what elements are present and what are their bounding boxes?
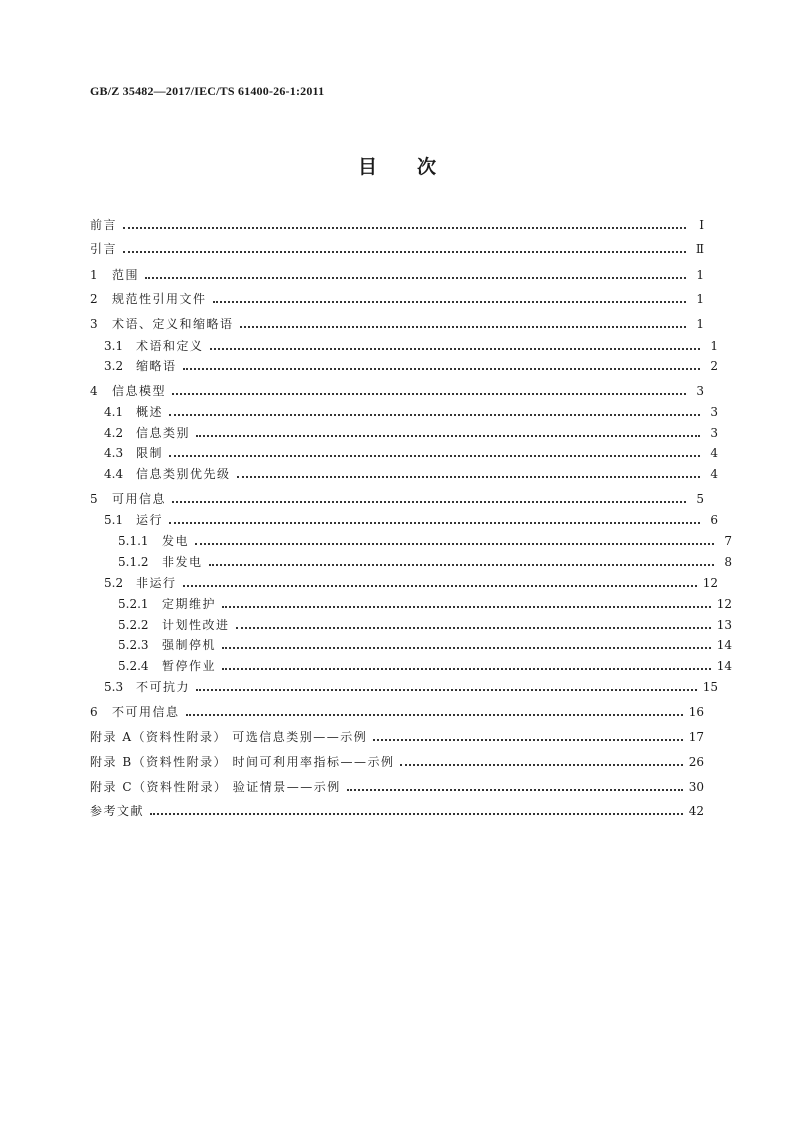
toc-entry-label: 信息模型 — [112, 384, 167, 398]
toc-entry-label: 信息类别 — [136, 426, 191, 440]
document-code: GB/Z 35482—2017/IEC/TS 61400-26-1:2011 — [90, 84, 325, 98]
toc-entry-label: 运行 — [136, 513, 164, 527]
toc-entry-label: 附录 C（资料性附录） 验证情景——示例 — [90, 780, 341, 794]
toc-entry[interactable] — [90, 357, 718, 375]
toc-entry-page: 1 — [710, 339, 718, 353]
toc-entry-label: 术语和定义 — [136, 339, 204, 353]
toc-dot-leader — [123, 250, 686, 253]
toc-entry-number: 5.2.1 — [118, 597, 149, 611]
toc-entry[interactable] — [90, 315, 704, 333]
toc-entry[interactable] — [90, 595, 732, 613]
toc-entry[interactable] — [90, 574, 718, 592]
toc-entry-label: 附录 B（资料性附录） 时间可利用率指标——示例 — [90, 755, 395, 769]
toc-dot-leader — [172, 392, 686, 395]
toc-entry[interactable] — [90, 240, 704, 258]
toc-entry[interactable] — [90, 802, 704, 820]
toc-entry[interactable] — [90, 337, 718, 355]
toc-entry-page: 14 — [716, 659, 732, 673]
toc-entry-label: 参考文献 — [90, 804, 145, 818]
toc-entry-number: 3.2 — [104, 359, 124, 373]
toc-entry-page: 2 — [710, 359, 718, 373]
toc-dot-leader — [123, 226, 686, 229]
toc-dot-leader — [222, 646, 711, 649]
toc-entry[interactable] — [90, 290, 704, 308]
toc-entry-label: 发电 — [162, 534, 190, 548]
toc-entry-number: 4.2 — [104, 426, 124, 440]
toc-entry-label: 引言 — [90, 242, 118, 256]
toc-dot-leader — [236, 626, 711, 629]
toc-entry[interactable] — [90, 636, 732, 654]
toc-entry-page: 12 — [716, 597, 732, 611]
toc-entry[interactable] — [90, 657, 732, 675]
toc-dot-leader — [172, 500, 686, 503]
toc-entry-page: 3 — [710, 426, 718, 440]
toc-entry-page: 17 — [688, 730, 704, 744]
toc-entry-number: 4 — [90, 384, 98, 398]
toc-entry[interactable] — [90, 382, 704, 400]
toc-entry-label: 不可用信息 — [112, 705, 180, 719]
toc-entry-page: 1 — [696, 317, 704, 331]
toc-entry-number: 3 — [90, 317, 98, 331]
toc-entry-number: 5.2.2 — [118, 618, 149, 632]
toc-entry-number: 4.1 — [104, 405, 124, 419]
toc-dot-leader — [183, 367, 700, 370]
toc-dot-leader — [237, 475, 700, 478]
toc-entry-number: 4.4 — [104, 467, 124, 481]
toc-entry-page: 15 — [702, 680, 718, 694]
toc-entry-number: 6 — [90, 705, 98, 719]
toc-entry[interactable] — [90, 266, 704, 284]
toc-dot-leader — [209, 563, 714, 566]
toc-entry-page: 5 — [696, 492, 704, 506]
toc-entry-label: 非发电 — [162, 555, 203, 569]
toc-entry[interactable] — [90, 465, 718, 483]
toc-entry-page: 26 — [688, 755, 704, 769]
toc-entry-number: 5.2 — [104, 576, 124, 590]
toc-entry[interactable] — [90, 703, 704, 721]
toc-entry-label: 非运行 — [136, 576, 177, 590]
toc-entry-page: 16 — [688, 705, 704, 719]
toc-entry[interactable] — [90, 778, 704, 796]
toc-entry-label: 不可抗力 — [136, 680, 191, 694]
toc-entry-page: 42 — [688, 804, 704, 818]
toc-dot-leader — [373, 738, 682, 741]
toc-dot-leader — [222, 667, 711, 670]
toc-entry-page: 3 — [696, 384, 704, 398]
toc-entry-label: 暂停作业 — [162, 659, 217, 673]
toc-entry[interactable] — [90, 216, 704, 234]
toc-dot-leader — [213, 300, 686, 303]
toc-entry-page: 4 — [710, 446, 718, 460]
toc-dot-leader — [145, 276, 686, 279]
toc-entry-number: 3.1 — [104, 339, 124, 353]
toc-dot-leader — [222, 605, 711, 608]
toc-entry-page: 3 — [710, 405, 718, 419]
toc-entry[interactable] — [90, 444, 718, 462]
toc-dot-leader — [196, 434, 700, 437]
toc-entry-number: 4.3 — [104, 446, 124, 460]
toc-entry-number: 5 — [90, 492, 98, 506]
toc-entry-label: 缩略语 — [136, 359, 177, 373]
toc-entry-label: 信息类别优先级 — [136, 467, 231, 481]
toc-dot-leader — [150, 812, 683, 815]
toc-entry[interactable] — [90, 532, 732, 550]
toc-entry-label: 术语、定义和缩略语 — [112, 317, 234, 331]
toc-entry[interactable] — [90, 753, 704, 771]
toc-dot-leader — [169, 454, 700, 457]
toc-entry-number: 5.1.2 — [118, 555, 149, 569]
toc-entry[interactable] — [90, 403, 718, 421]
toc-dot-leader — [195, 542, 714, 545]
toc-entry-number: 5.1 — [104, 513, 124, 527]
toc-entry-page: 1 — [696, 292, 704, 306]
toc-dot-leader — [347, 788, 683, 791]
toc-entry-number: 1 — [90, 268, 98, 282]
toc-entry-number: 5.2.4 — [118, 659, 149, 673]
toc-entry-page: 12 — [702, 576, 718, 590]
toc-entry-page: 6 — [710, 513, 718, 527]
toc-entry-number: 5.1.1 — [118, 534, 149, 548]
toc-entry-label: 可用信息 — [112, 492, 167, 506]
toc-entry-label: 计划性改进 — [162, 618, 230, 632]
toc-entry-page: 1 — [696, 268, 704, 282]
toc-entry-page: 8 — [724, 555, 732, 569]
toc-entry-label: 概述 — [136, 405, 164, 419]
toc-dot-leader — [400, 763, 682, 766]
toc-entry[interactable] — [90, 678, 718, 696]
toc-entry[interactable] — [90, 511, 718, 529]
toc-dot-leader — [183, 584, 697, 587]
toc-entry[interactable] — [90, 616, 732, 634]
toc-entry[interactable] — [90, 728, 704, 746]
toc-entry-number: 5.2.3 — [118, 638, 149, 652]
toc-entry-label: 规范性引用文件 — [112, 292, 207, 306]
toc-entry-label: 定期维护 — [162, 597, 217, 611]
toc-dot-leader — [196, 688, 697, 691]
toc-dot-leader — [169, 521, 700, 524]
toc-entry-label: 附录 A（资料性附录） 可选信息类别——示例 — [90, 730, 368, 744]
toc-entry-page: 13 — [716, 618, 732, 632]
page-title: 目次 — [357, 156, 476, 178]
toc-entry-number: 2 — [90, 292, 98, 306]
toc-entry-label: 限制 — [136, 446, 164, 460]
toc-dot-leader — [169, 413, 700, 416]
toc-entry-page: Ⅰ — [699, 218, 704, 232]
toc-entry-number: 5.3 — [104, 680, 124, 694]
toc-entry-page: 4 — [710, 467, 718, 481]
toc-entry-page: 14 — [716, 638, 732, 652]
toc-entry-page: Ⅱ — [695, 242, 704, 256]
toc-entry-page: 7 — [724, 534, 732, 548]
toc-entry[interactable] — [90, 553, 732, 571]
toc-dot-leader — [210, 347, 700, 350]
toc-dot-leader — [186, 713, 683, 716]
toc-dot-leader — [240, 325, 686, 328]
toc-entry[interactable] — [90, 490, 704, 508]
toc-entry[interactable] — [90, 424, 718, 442]
toc-entry-page: 30 — [688, 780, 704, 794]
toc-entry-label: 前言 — [90, 218, 118, 232]
toc-entry-label: 强制停机 — [162, 638, 217, 652]
toc-entry-label: 范围 — [112, 268, 140, 282]
